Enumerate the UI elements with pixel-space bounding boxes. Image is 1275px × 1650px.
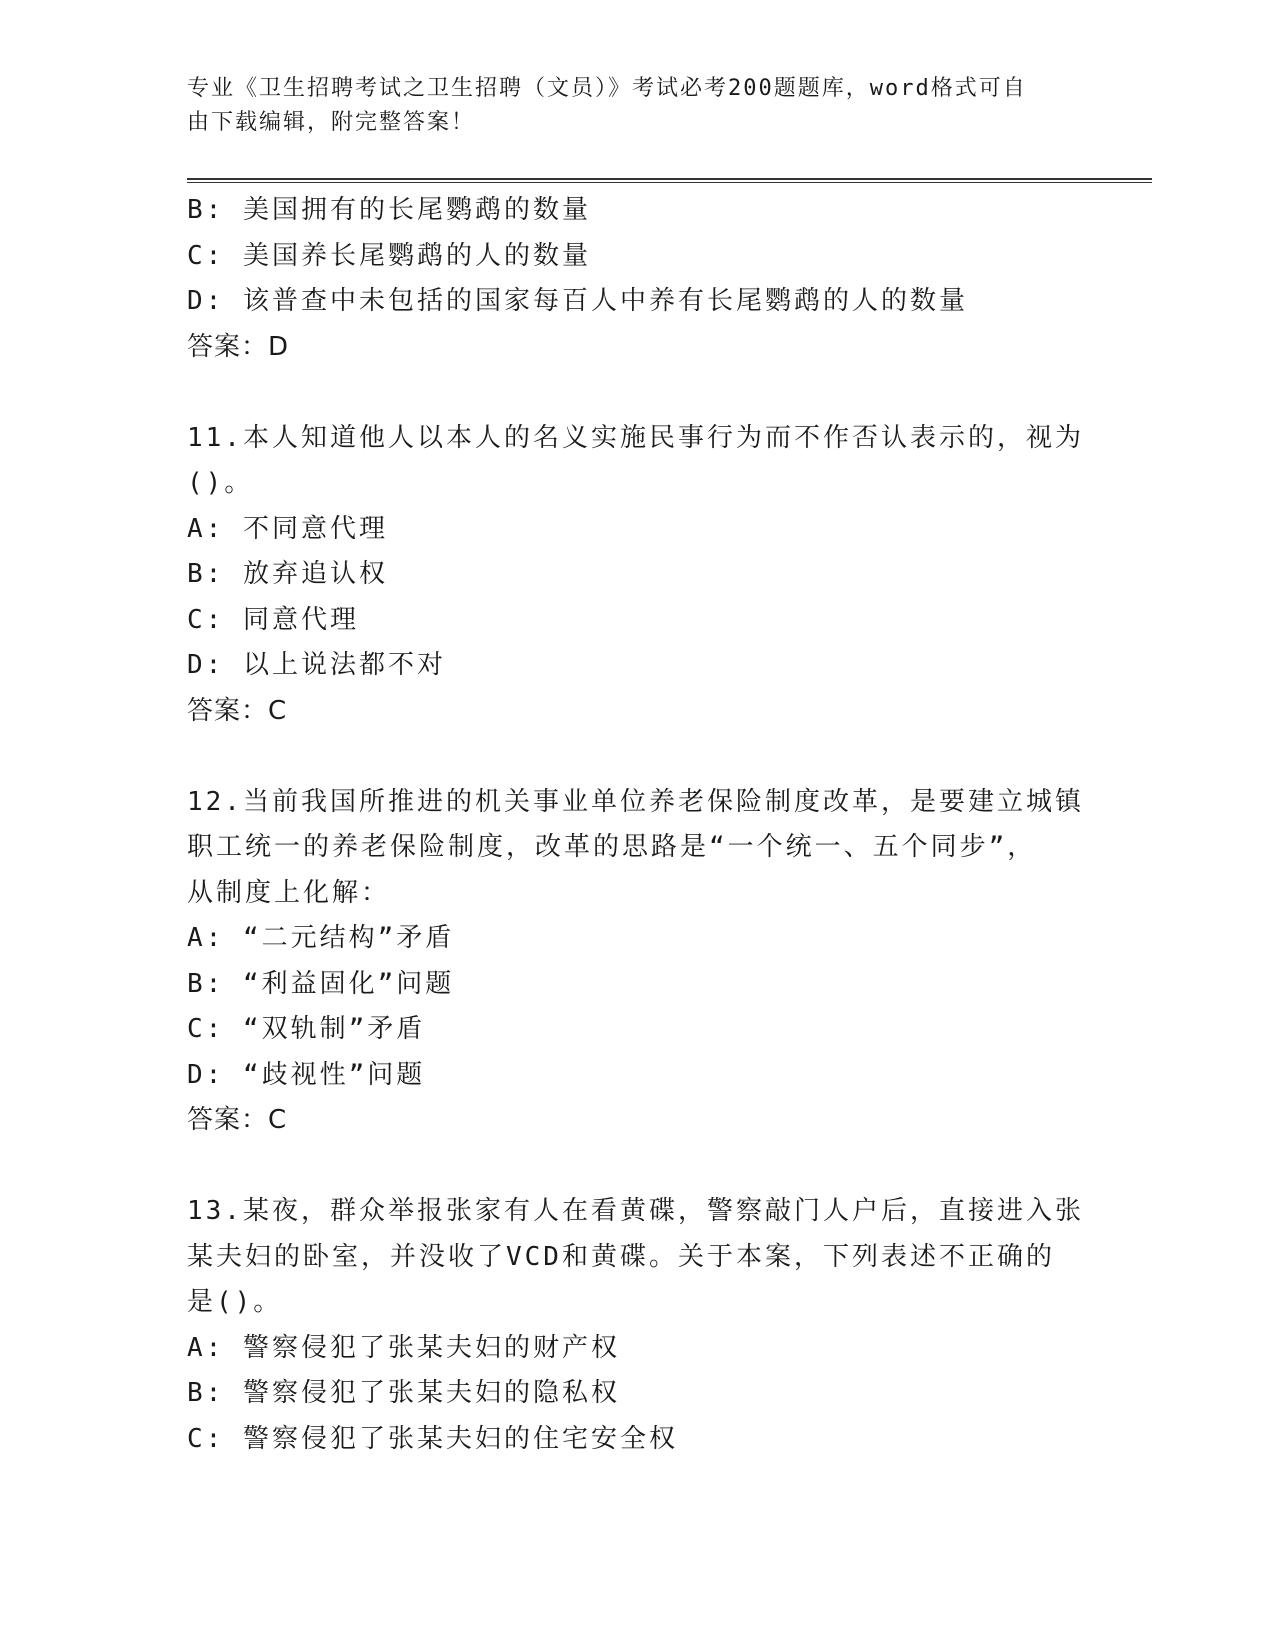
question-text-line: 13.某夜，群众举报张家有人在看黄碟，警察敲门人户后，直接进入张 [187, 1196, 1084, 1226]
question-list [187, 188, 1087, 1462]
question-text-line: 职工统一的养老保险制度，改革的思路是“一个统一、五个同步”， [187, 832, 1037, 862]
question-text-line: 某夫妇的卧室，并没收了VCD和黄碟。关于本案，下列表述不正确的 [187, 1241, 1055, 1272]
answer: 答案：C [187, 695, 288, 726]
question-text-line: ()。 [187, 468, 254, 498]
option-d: D: 该普查中未包括的国家每百人中养有长尾鹦鹉的人的数量 [187, 286, 968, 316]
question-11 [187, 416, 1087, 735]
question-12 [187, 780, 1087, 1144]
header-line-2: 由下载编辑，附完整答案！ [187, 110, 476, 135]
option-c: C: “双轨制”矛盾 [187, 1014, 426, 1044]
header-divider [187, 178, 1152, 184]
question-text-line: 从制度上化解： [187, 877, 391, 908]
option-b: B: 美国拥有的长尾鹦鹉的数量 [187, 195, 591, 225]
question-text-line: 是()。 [187, 1287, 283, 1317]
document-header [187, 72, 1087, 140]
answer: 答案：D [187, 331, 290, 362]
option-b: B: 放弃追认权 [187, 559, 388, 589]
question-text-line: 12.当前我国所推进的机关事业单位养老保险制度改革，是要建立城镇 [187, 786, 1084, 817]
option-d: D: 以上说法都不对 [187, 650, 446, 680]
option-c: C: 警察侵犯了张某夫妇的住宅安全权 [187, 1423, 678, 1454]
option-d: D: “歧视性”问题 [187, 1059, 426, 1090]
answer: 答案：C [187, 1105, 288, 1135]
option-a: A: 警察侵犯了张某夫妇的财产权 [187, 1332, 620, 1363]
option-c: C: 美国养长尾鹦鹉的人的数量 [187, 240, 591, 271]
header-line-1: 专业《卫生招聘考试之卫生招聘（文员）》考试必考200题题库，word格式可自 [187, 76, 1027, 101]
question-13 [187, 1189, 1087, 1462]
question-10 [187, 188, 1087, 370]
option-b: B: 警察侵犯了张某夫妇的隐私权 [187, 1378, 620, 1408]
question-text-line: 11.本人知道他人以本人的名义实施民事行为而不作否认表示的，视为 [187, 422, 1084, 453]
option-b: B: “利益固化”问题 [187, 968, 455, 999]
option-a: A: 不同意代理 [187, 513, 388, 544]
option-a: A: “二元结构”矛盾 [187, 923, 455, 953]
option-c: C: 同意代理 [187, 604, 359, 635]
